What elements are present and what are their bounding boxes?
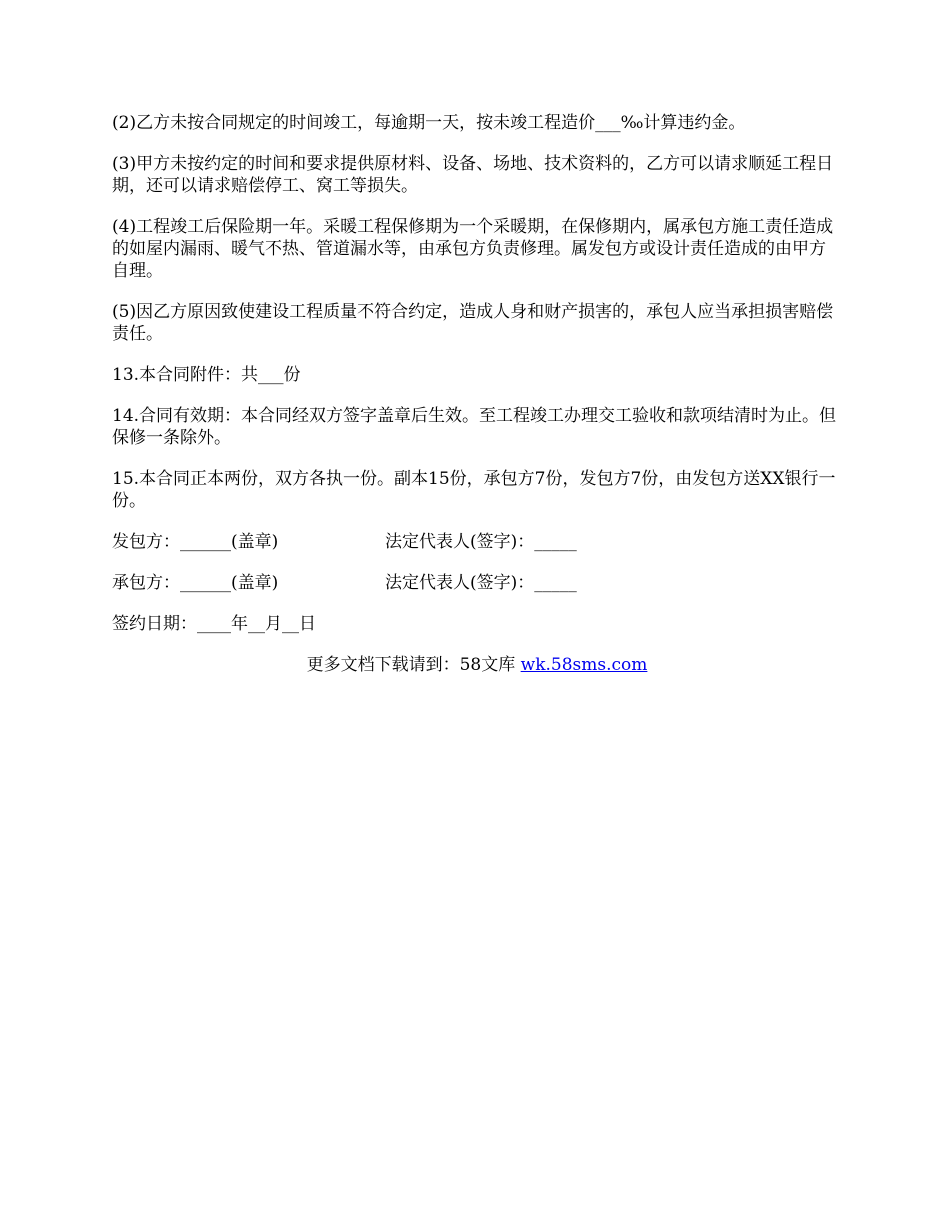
copies-paragraph: 15.本合同正本两份，双方各执一份。副本15份，承包方7份，发包方7份，由发包方送XX银行一份。 <box>112 469 836 511</box>
employer-party-label: 发包方：______(盖章) <box>112 532 279 552</box>
footer-text: 更多文档下载请到：58文库 <box>306 655 521 675</box>
contractor-representative-label: 法定代表人(签字)：_____ <box>385 573 577 593</box>
attachment-paragraph: 13.本合同附件：共___份 <box>112 365 301 385</box>
employer-representative-label: 法定代表人(签字)：_____ <box>385 532 577 552</box>
clause-2-paragraph: (2)乙方未按合同规定的时间竣工，每逾期一天，按未竣工程造价___‰计算违约金。 <box>112 113 746 133</box>
signature-row-employer <box>112 531 842 553</box>
footer-link[interactable]: wk.58sms.com <box>520 655 648 675</box>
validity-paragraph: 14.合同有效期：本合同经双方签字盖章后生效。至工程竣工办理交工验收和款项结清时为止。但保修一条除外。 <box>112 406 837 448</box>
clause-4-paragraph: (4)工程竣工后保险期一年。采暖工程保修期为一个采暖期，在保修期内，属承包方施工责任造成的如屋内漏雨、暖气不热、管道漏水等，由承包方负责修理。属发包方或设计责任造成的由甲方自理。 <box>112 217 834 281</box>
sign-date-row <box>112 613 842 635</box>
document-page <box>112 112 842 676</box>
sign-date-label: 签约日期：____年__月__日 <box>112 614 316 634</box>
clause-3-paragraph: (3)甲方未按约定的时间和要求提供原材料、设备、场地、技术资料的，乙方可以请求顺延工程日期，还可以请求赔偿停工、窝工等损失。 <box>112 154 834 196</box>
footer <box>112 654 842 676</box>
clause-5-paragraph: (5)因乙方原因致使建设工程质量不符合约定，造成人身和财产损害的，承包人应当承担损害赔偿责任。 <box>112 302 834 344</box>
contractor-party-label: 承包方：______(盖章) <box>112 573 279 593</box>
signature-row-contractor <box>112 572 842 594</box>
